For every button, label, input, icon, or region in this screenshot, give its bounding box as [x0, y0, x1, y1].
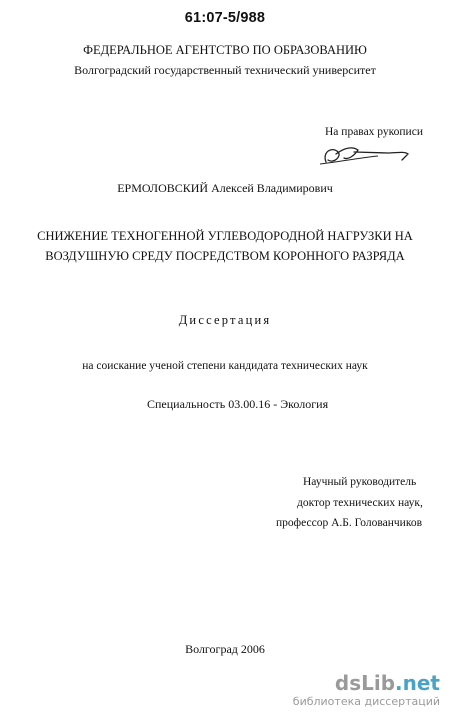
supervisor-role: Научный руководитель: [303, 476, 417, 488]
dissertation-title-line-2: ВОЗДУШНУЮ СРЕДУ ПОСРЕДСТВОМ КОРОННОГО РАЗРЯДА: [45, 249, 405, 263]
watermark-subtitle: библиотека диссертаций: [292, 695, 440, 708]
watermark[interactable]: [293, 673, 440, 708]
watermark-logo-main: dsLib: [334, 671, 396, 695]
handwritten-signature: [318, 142, 418, 175]
university-name: Волгоградский государственный технический университет: [74, 63, 376, 77]
author-name: ЕРМОЛОВСКИЙ Алексей Владимирович: [117, 181, 333, 195]
document-type: Диссертация: [178, 313, 272, 327]
watermark-logo-accent: .net: [395, 671, 440, 695]
agency-name: ФЕДЕРАЛЬНОЕ АГЕНТСТВО ПО ОБРАЗОВАНИЮ: [83, 43, 367, 57]
rights-note: На правах рукописи: [325, 126, 423, 138]
city-year: Волгоград 2006: [185, 642, 265, 656]
specialty-line: Специальность 03.00.16 - Экология: [147, 397, 329, 411]
supervisor-name: профессор А.Б. Голованчиков: [276, 517, 422, 529]
dissertation-title-line-1: СНИЖЕНИЕ ТЕХНОГЕННОЙ УГЛЕВОДОРОДНОЙ НАГРУЗКИ НА: [37, 229, 413, 243]
watermark-logo: [293, 673, 440, 693]
degree-statement: на соискание ученой степени кандидата технических наук: [82, 360, 368, 372]
supervisor-degree: доктор технических наук,: [297, 497, 423, 509]
catalog-number: 61:07-5/988: [184, 10, 266, 26]
